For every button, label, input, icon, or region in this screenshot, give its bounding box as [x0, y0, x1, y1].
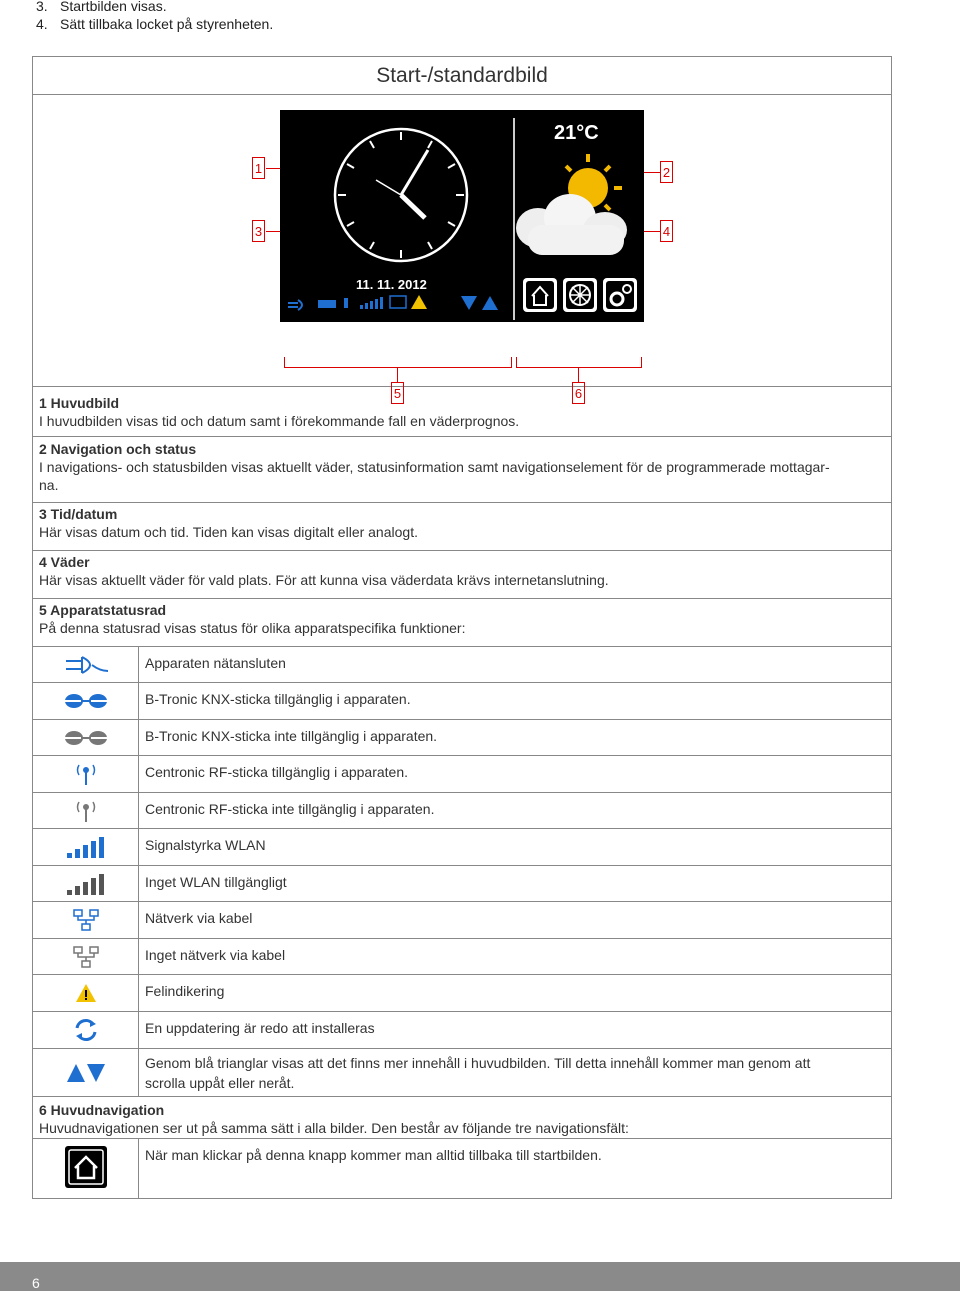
section-text: I huvudbilden visas tid och datum samt i förekommande fall en väderprognos. [39, 413, 520, 429]
screen-date: 11. 11. 2012 [356, 277, 427, 292]
status-text-line: scrolla uppåt eller neråt. [145, 1075, 295, 1091]
status-row [33, 793, 891, 829]
step-4 [36, 15, 273, 33]
status-text-line: Genom blå trianglar visas att det finns mer innehåll i huvudbilden. Till detta innehåll kommer man genom att [145, 1055, 811, 1071]
network-cable-off-icon [33, 939, 139, 974]
scroll-triangles-icon [33, 1049, 139, 1096]
section-heading: 3 Tid/datum [39, 506, 118, 522]
step-number: 4. [36, 16, 48, 32]
power-plug-icon [33, 647, 139, 682]
section-3 [33, 503, 891, 551]
status-text: Nätverk via kabel [145, 910, 253, 926]
callout-5: 5 [391, 382, 404, 404]
section-text: I navigations- och statusbilden visas aktuellt väder, statusinformation samt navigationselement för de programmerade mottagar- [39, 459, 830, 475]
section-6 [33, 1097, 891, 1139]
section-text: På denna statusrad visas status för olika apparatspecifika funktioner: [39, 620, 466, 636]
screen-temperature: 21°C [554, 122, 599, 144]
knx-stick-off-icon [33, 720, 139, 755]
status-text: Centronic RF-sticka tillgänglig i apparaten. [145, 764, 409, 780]
home-icon [33, 1139, 139, 1198]
section-heading: 6 Huvudnavigation [39, 1102, 165, 1118]
status-text: En uppdatering är redo att installeras [145, 1020, 375, 1036]
status-text: Inget nätverk via kabel [145, 947, 286, 963]
callout-6: 6 [572, 382, 585, 404]
table-title: Start-/standardbild [33, 57, 891, 95]
knx-stick-icon [33, 683, 139, 719]
wlan-signal-icon [33, 829, 139, 865]
section-text: Här visas aktuellt väder för vald plats. För att kunna visa väderdata krävs internetanslutning. [39, 572, 609, 588]
status-row [33, 756, 891, 793]
status-text: Felindikering [145, 983, 225, 999]
step-3 [36, 0, 273, 15]
status-text: B-Tronic KNX-sticka tillgänglig i apparaten. [145, 691, 411, 707]
section-heading: 2 Navigation och status [39, 441, 197, 457]
bracket-stem [578, 367, 579, 382]
status-text: Centronic RF-sticka inte tillgänglig i apparaten. [145, 801, 435, 817]
section-4 [33, 551, 891, 599]
warning-icon [33, 975, 139, 1011]
section-text: Här visas datum och tid. Tiden kan visas digitalt eller analogt. [39, 524, 418, 540]
section-heading: 1 Huvudbild [39, 395, 120, 411]
section-heading: 4 Väder [39, 554, 90, 570]
screen-figure [33, 95, 891, 401]
status-text: Signalstyrka WLAN [145, 837, 266, 853]
status-row [33, 866, 891, 902]
status-text: Apparaten nätansluten [145, 655, 286, 671]
section-5 [33, 599, 891, 647]
status-text [139, 1049, 891, 1096]
wlan-none-icon [33, 866, 139, 901]
step-text: Sätt tillbaka locket på styrenheten. [60, 16, 274, 32]
rf-stick-off-icon [33, 793, 139, 828]
section-1 [33, 387, 891, 437]
instruction-steps [36, 0, 273, 33]
bracket-stem [397, 367, 398, 382]
status-row [33, 902, 891, 939]
update-icon [33, 1012, 139, 1048]
section-text: Huvudnavigationen ser ut på samma sätt i alla bilder. Den består av följande tre navigationsfält: [39, 1120, 629, 1136]
step-number: 3. [36, 0, 48, 14]
start-screen-table [32, 56, 892, 1199]
callout-2: 2 [660, 161, 673, 183]
bracket-tick [511, 357, 512, 368]
section-2 [33, 437, 891, 503]
section-text: na. [39, 477, 59, 493]
callout-3: 3 [252, 220, 265, 242]
status-row [33, 975, 891, 1012]
step-text: Startbilden visas. [60, 0, 167, 14]
status-text: Inget WLAN tillgängligt [145, 874, 287, 890]
status-row [33, 829, 891, 866]
section-heading: 5 Apparatstatusrad [39, 602, 167, 618]
device-screen [280, 110, 644, 322]
status-row [33, 939, 891, 975]
callout-line [266, 168, 280, 169]
nav-row [33, 1139, 891, 1198]
status-row [33, 1049, 891, 1097]
callout-line [266, 231, 280, 232]
page-number: 6 [32, 1275, 40, 1291]
callout-4: 4 [660, 220, 673, 242]
status-row [33, 683, 891, 720]
status-text: B-Tronic KNX-sticka inte tillgänglig i apparaten. [145, 728, 438, 744]
status-row [33, 647, 891, 683]
callout-1: 1 [252, 157, 265, 179]
status-row [33, 720, 891, 756]
page-footer [0, 1262, 960, 1291]
status-row [33, 1012, 891, 1049]
nav-text: När man klickar på denna knapp kommer man alltid tillbaka till startbilden. [145, 1147, 602, 1163]
network-cable-icon [33, 902, 139, 938]
bracket-tick [641, 357, 642, 368]
rf-stick-icon [33, 756, 139, 792]
